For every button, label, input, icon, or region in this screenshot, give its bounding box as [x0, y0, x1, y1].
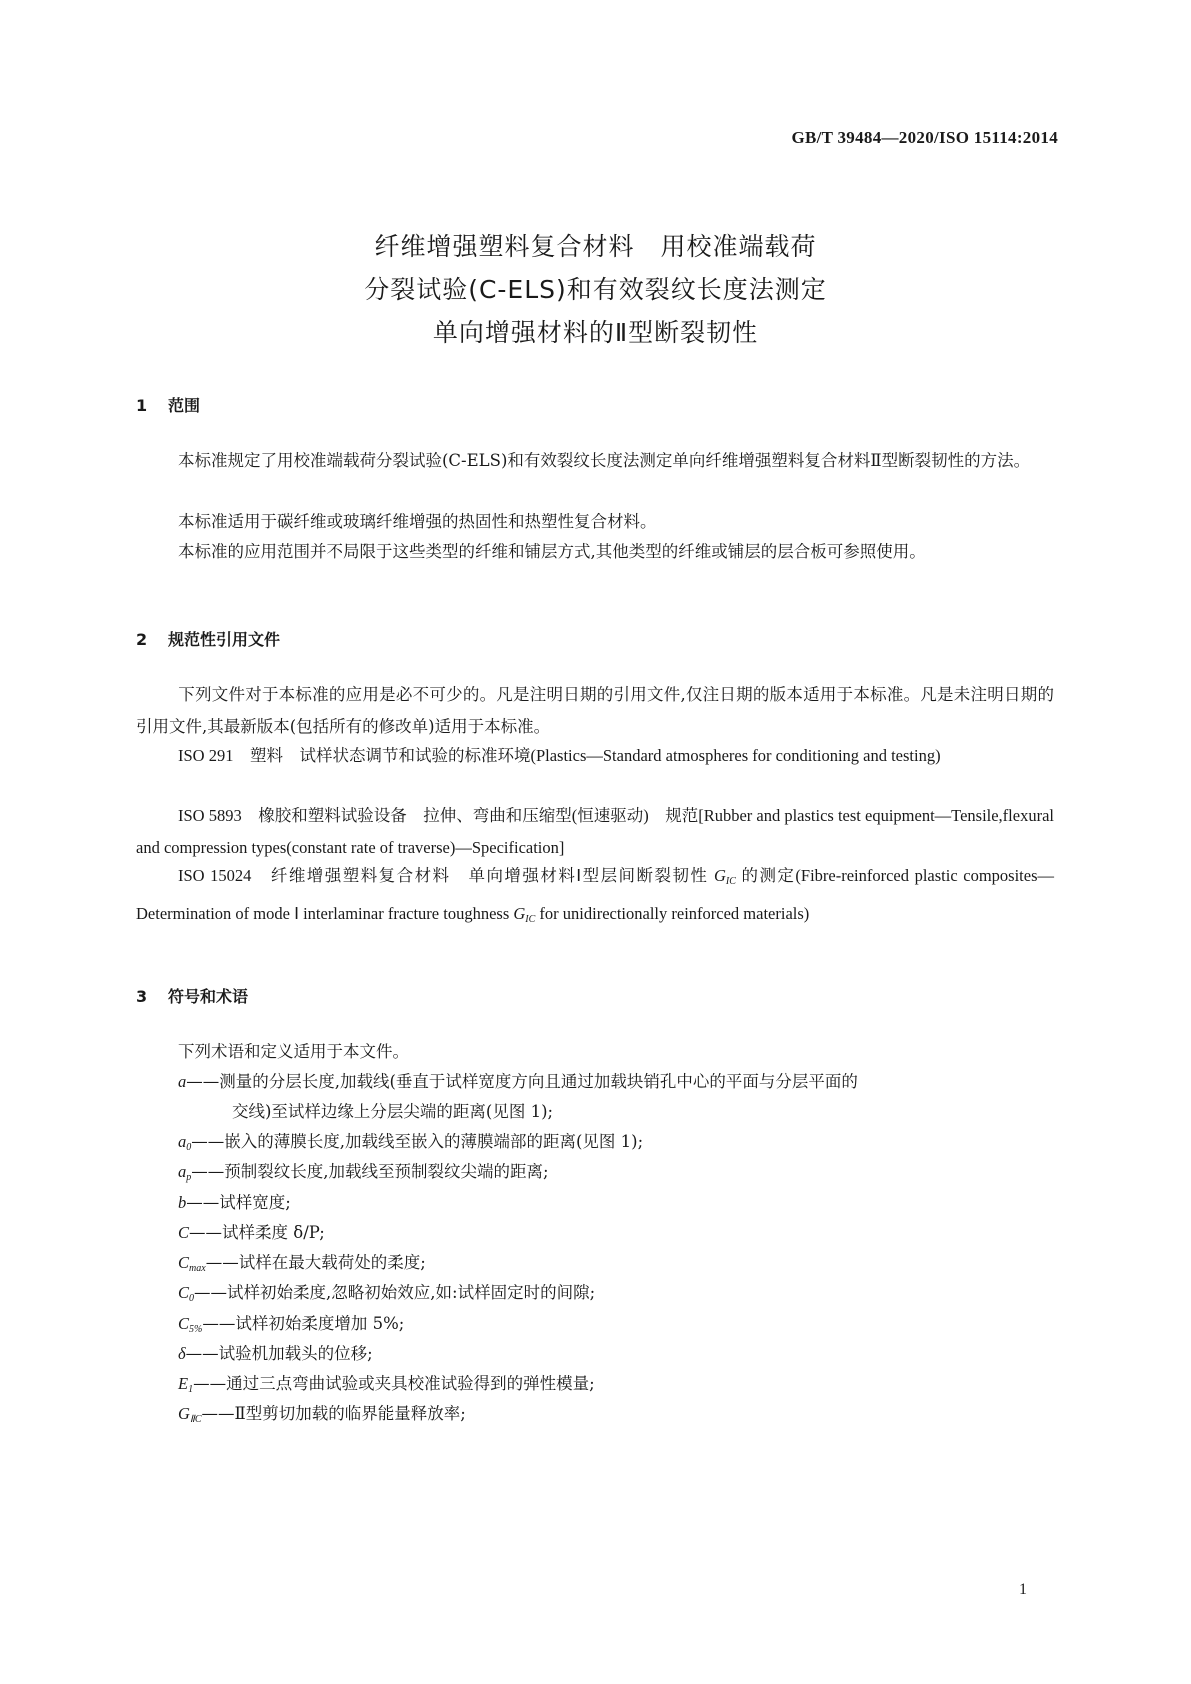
title-line-1: 纤维增强塑料复合材料 用校准端载荷 [374, 232, 817, 261]
section-title: 符号和术语 [168, 987, 249, 1006]
symbol-C: C——试样柔度 δ/P; [178, 1223, 325, 1242]
symbol-C5: $C_{5\%}——$试样初始柔度增加 5%; [178, 1314, 405, 1335]
symbol-ap: $a_p——$预制裂纹长度,加载线至预制裂纹尖端的距离; [178, 1162, 549, 1183]
section-3-intro: 下列术语和定义适用于本文件。 [178, 1042, 409, 1061]
symbol-C0: $C_0——$试样初始柔度,忽略初始效应,如:试样固定时的间隙; [178, 1283, 596, 1304]
title-line-3: 单向增强材料的Ⅱ型断裂韧性 [432, 318, 759, 347]
section-2-paragraph-1: 下列文件对于本标准的应用是必不可少的。凡是注明日期的引用文件,仅注日期的版本适用于本标准。凡是未注明日期的引用文件,其最新版本(包括所有的修改单)适用于本标准。 [136, 685, 1054, 736]
symbol-GIIC: $G_{ⅡC}——Ⅱ$型剪切加载的临界能量释放率; [178, 1404, 466, 1425]
section-title: 规范性引用文件 [168, 630, 281, 649]
section-1-paragraph-2: 本标准适用于碳纤维或玻璃纤维增强的热固性和热塑性复合材料。 [178, 512, 657, 531]
reference-iso-5893: ISO 5893 橡胶和塑料试验设备 拉伸、弯曲和压缩型(恒速驱动) 规范[Rubber and plastics test equipment—Tensile,flexural and compression types(constant rate of traverse)—Specification] [136, 806, 1054, 857]
section-number: 3 [136, 987, 148, 1006]
section-number: 1 [136, 396, 148, 415]
symbol-a-continuation: 交线)至试样边缘上分层尖端的距离(见图 1); [232, 1102, 554, 1121]
reference-iso-15024: ISO 15024 纤维增强塑料复合材料 单向增强材料Ⅰ型层间断裂韧性 $G_{IC}$ 的测定(Fibre-reinforced plastic composites—Determination of mode Ⅰ interlaminar fracture toughness $G_{IC}$ for unidirectionally reinforced materials) [136, 866, 1055, 925]
document-number: GB/T 39484—2020/ISO 15114:2014 [791, 128, 1058, 147]
symbol-a0: $a_0——$嵌入的薄膜长度,加载线至嵌入的薄膜端部的距离(见图 1); [178, 1132, 644, 1153]
section-title: 范围 [168, 396, 201, 415]
symbol-a: a——测量的分层长度,加载线(垂直于试样宽度方向且通过加载块销孔中心的平面与分层平面的 [178, 1072, 858, 1091]
title-line-2: 分裂试验(C-ELS)和有效裂纹长度法测定 [364, 275, 827, 304]
symbol-Cmax: $C_{max}——$试样在最大载荷处的柔度; [178, 1253, 426, 1274]
section-1-heading [136, 393, 200, 416]
symbol-E1: $E_1——$通过三点弯曲试验或夹具校准试验得到的弹性模量; [178, 1374, 595, 1395]
document-title [0, 225, 1191, 354]
reference-iso-291: ISO 291 塑料 试样状态调节和试验的标准环境(Plastics—Standard atmospheres for conditioning and testing) [178, 746, 941, 765]
section-3-heading [136, 984, 248, 1007]
section-1-paragraph-1: 本标准规定了用校准端载荷分裂试验(C-ELS)和有效裂纹长度法测定单向纤维增强塑料复合材料Ⅱ型断裂韧性的方法。 [178, 451, 1031, 470]
section-1-paragraph-3: 本标准的应用范围并不局限于这些类型的纤维和铺层方式,其他类型的纤维或铺层的层合板可参照使用。 [178, 542, 926, 561]
symbol-delta: δ——试验机加载头的位移; [178, 1344, 373, 1363]
section-2-heading [136, 627, 280, 650]
page-number: 1 [1019, 1581, 1027, 1598]
section-number: 2 [136, 630, 148, 649]
symbol-b: b——试样宽度; [178, 1193, 291, 1212]
